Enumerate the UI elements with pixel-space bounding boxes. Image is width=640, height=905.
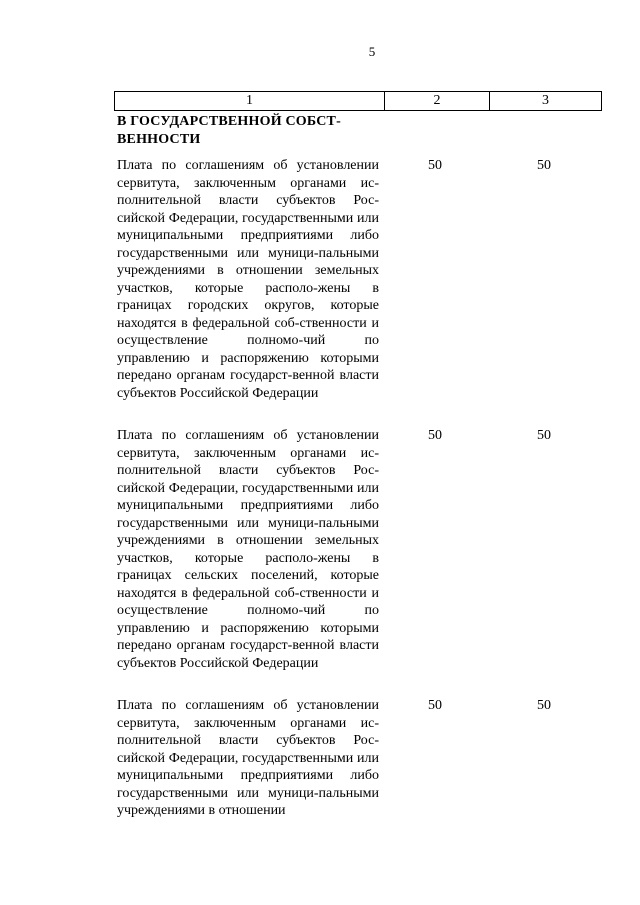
row-description: Плата по соглашениям об установлении сервитута, заключенным органами ис-полнительной власти субъектов Рос-сийской Федерации, государственными или муниципальными предприятиями либо государственными или муници-пальными учреждениями в отношении земельных участков, которые располо-жены в границах городских округов, которые находятся в федеральной соб-ственности и осуществление полномо-чий по управлению и распоряжению которыми передано органам государст-венной власти субъектов Российской Федерации xyxy=(117,158,379,401)
column-header-1: 1 xyxy=(115,92,385,110)
section-heading-text: В ГОСУДАРСТВЕННОЙ СОБСТ- ВЕННОСТИ xyxy=(117,114,341,147)
row-value-col2: 50 xyxy=(428,428,442,443)
row-value-col2: 50 xyxy=(428,158,442,173)
row-description: Плата по соглашениям об установлении сервитута, заключенным органами ис-полнительной власти субъектов Рос-сийской Федерации, государственными или муниципальными предприятиями либо государственными или муници-пальными учреждениями в отношении земельных участков, которые располо-жены в границах сельских поселений, которые находятся в федеральной соб-ственности и осуществление полномо-чий по управлению и распоряжению которыми передано органам государст-венной власти субъектов Российской Федерации xyxy=(117,428,379,671)
row-value-col2: 50 xyxy=(428,698,442,713)
row-value-col3: 50 xyxy=(537,698,551,713)
table-row xyxy=(117,427,603,672)
page-number: 5 xyxy=(368,44,376,59)
table-row xyxy=(117,697,603,820)
row-description: Плата по соглашениям об установлении сервитута, заключенным органами ис-полнительной власти субъектов Рос-сийской Федерации, государственными или муниципальными предприятиями либо государственными или муници-пальными учреждениями в отношении xyxy=(117,698,379,818)
table-row xyxy=(117,157,603,402)
table-column-header-row xyxy=(114,91,602,111)
section-heading xyxy=(117,113,379,149)
row-value-col3: 50 xyxy=(537,158,551,173)
column-header-2: 2 xyxy=(385,92,490,110)
row-value-col3: 50 xyxy=(537,428,551,443)
column-header-3: 3 xyxy=(542,93,549,108)
